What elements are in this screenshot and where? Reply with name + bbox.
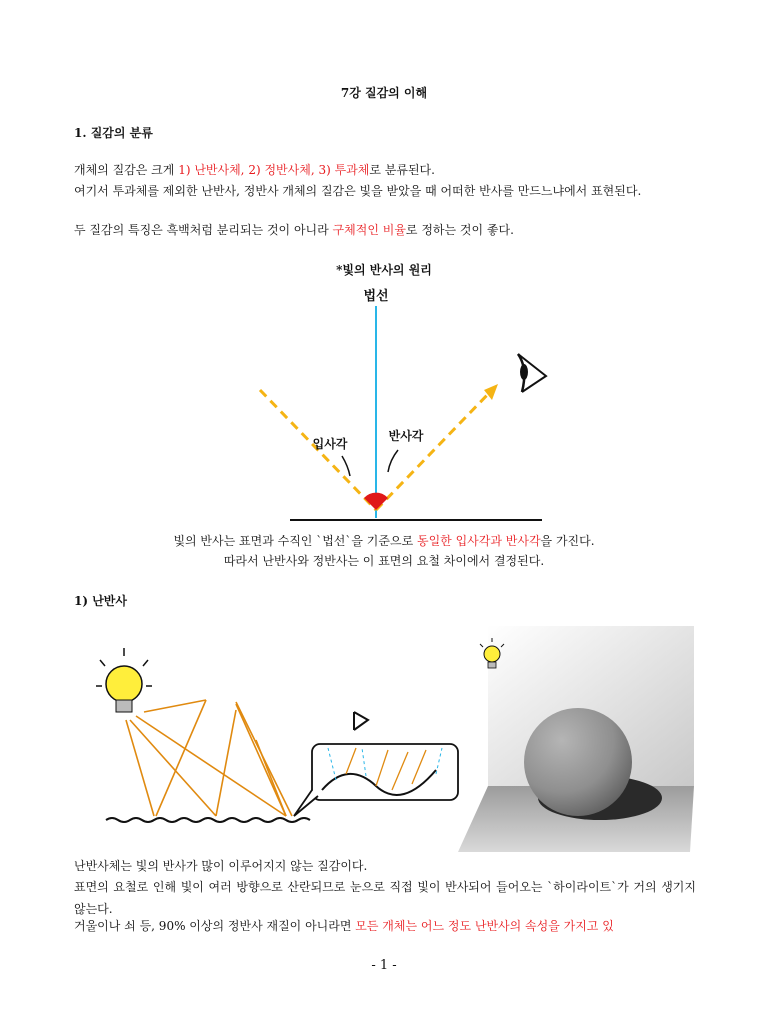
paragraph <box>74 160 696 182</box>
text: 빛의 반사는 표면과 수직인 `법선`을 기준으로 <box>173 534 417 548</box>
eye-icon <box>354 712 368 730</box>
light-bulb-icon <box>96 648 152 712</box>
normal-label: 법선 <box>363 289 389 304</box>
text: 개체의 질감은 크게 <box>74 163 179 177</box>
text: 을 가진다. <box>540 534 595 548</box>
text: 거울이나 쇠 등, 90% 이상의 정반사 재질이 아니라면 <box>74 919 356 933</box>
paragraph <box>74 220 696 242</box>
scattered-rays <box>126 700 292 816</box>
angle-marker <box>364 493 388 510</box>
paragraph: 표면의 요철로 인해 빛이 여러 방향으로 산란되므로 눈으로 직접 빛이 반사되어 들어오는 `하이라이트`가 거의 생기지 않는다. <box>74 880 696 916</box>
rough-surface <box>106 818 310 822</box>
diagram-caption: 따라서 난반사와 정반사는 이 표면의 요철 차이에서 결정된다. <box>223 554 545 568</box>
bubble-tail <box>294 790 318 816</box>
section-heading: 1) 난반사 <box>74 594 127 608</box>
sphere-render <box>458 626 694 852</box>
section-heading: 1. 질감의 분류 <box>74 126 153 140</box>
text: 로 정하는 것이 좋다. <box>405 223 514 237</box>
reflect-label: 반사각 <box>388 429 424 443</box>
page-number: - 1 - <box>371 958 397 973</box>
text: 로 분류된다. <box>369 163 435 177</box>
reflection-diagram <box>230 280 560 525</box>
text: 두 질감의 특징은 흑백처럼 분리되는 것이 아니라 <box>74 223 333 237</box>
paragraph <box>74 916 696 938</box>
paragraph: 난반사체는 빛의 반사가 많이 이루어지지 않는 질감이다. <box>74 859 368 873</box>
highlight-text: 동일한 입사각과 반사각 <box>416 534 541 548</box>
diagram-heading: *빛의 반사의 원리 <box>336 263 432 277</box>
diffuse-illustration <box>96 640 466 830</box>
highlight-text: 1) 난반사체, 2) 정반사체, 3) 투과체 <box>178 163 370 177</box>
reflected-ray <box>376 390 492 510</box>
diagram-caption <box>0 531 768 551</box>
page-title: 7강 질감의 이해 <box>340 86 428 100</box>
sphere <box>524 708 632 816</box>
highlight-text: 구체적인 비율 <box>332 223 406 237</box>
highlight-text: 모든 개체는 어느 정도 난반사의 속성을 가지고 있 <box>355 919 614 933</box>
eye-icon <box>518 354 546 392</box>
pointer-arrow <box>342 456 350 476</box>
paragraph: 여기서 투과체를 제외한 난반사, 정반사 개체의 질감은 빛을 받았을 때 어떠한 반사를 만드느냐에서 표현된다. <box>74 184 642 198</box>
pointer-arrow <box>388 450 398 472</box>
incidence-label: 입사각 <box>312 437 348 451</box>
